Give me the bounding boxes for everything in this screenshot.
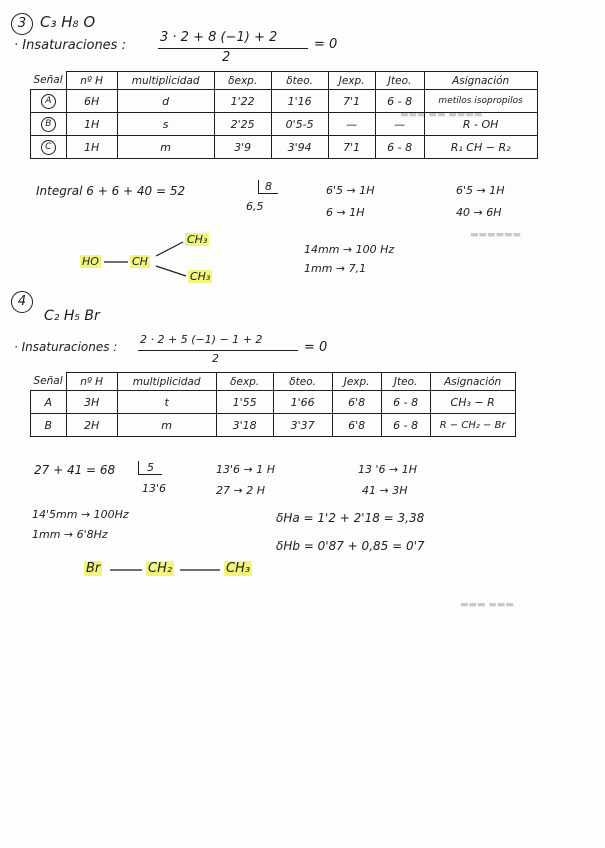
header-signal: Señal bbox=[31, 72, 67, 90]
nh-cell: 1H bbox=[66, 136, 117, 159]
nh-cell: 6H bbox=[66, 90, 117, 113]
structure-3-ch: CH bbox=[132, 255, 148, 268]
integral-quotient-4: 13'6 bbox=[142, 482, 167, 495]
header-signal: Señal bbox=[31, 373, 67, 391]
structure-4-ch3: CH₃ bbox=[226, 561, 251, 576]
dexp-cell: 1'55 bbox=[216, 391, 273, 414]
assignment-cell: R − CH₂ − Br bbox=[430, 414, 515, 437]
ratio-3-d: 40 → 6H bbox=[456, 206, 502, 219]
header-nh: nº H bbox=[66, 72, 117, 90]
dexp-cell: 2'25 bbox=[214, 113, 271, 136]
jexp-cell: 6'8 bbox=[332, 391, 381, 414]
header-jteo: Jteo. bbox=[375, 72, 424, 90]
signal-cell: A bbox=[31, 391, 67, 414]
header-jexp: Jexp. bbox=[328, 72, 375, 90]
header-dteo: δteo. bbox=[271, 72, 328, 90]
problem-3-formula: C₃ H₈ O bbox=[40, 13, 96, 31]
header-assignment: Asignación bbox=[430, 373, 515, 391]
header-assignment: Asignación bbox=[424, 72, 537, 90]
header-multiplicity: multiplicidad bbox=[117, 373, 216, 391]
dteo-cell: 3'94 bbox=[271, 136, 328, 159]
unsaturations-result-3: = 0 bbox=[314, 37, 338, 52]
dexp-cell: 3'18 bbox=[216, 414, 273, 437]
nmr-table-4 bbox=[30, 372, 516, 437]
table-row bbox=[31, 391, 516, 414]
delta-ha-calc: δHa = 1'2 + 2'18 = 3,38 bbox=[276, 511, 425, 525]
signal-cell: B bbox=[31, 414, 67, 437]
header-nh: nº H bbox=[66, 373, 117, 391]
multiplicity-cell: m bbox=[117, 414, 216, 437]
multiplicity-cell: d bbox=[117, 90, 214, 113]
ratio-4-b: 27 → 2 H bbox=[216, 484, 265, 497]
assignment-cell: CH₃ − R bbox=[430, 391, 515, 414]
structure-3-ho: HO bbox=[82, 255, 99, 268]
scale-4-a: 14'5mm → 100Hz bbox=[32, 508, 129, 521]
jexp-cell: 7'1 bbox=[328, 136, 375, 159]
dteo-cell: 3'37 bbox=[273, 414, 332, 437]
jexp-cell: 7'1 bbox=[328, 90, 375, 113]
header-multiplicity: multiplicidad bbox=[117, 72, 214, 90]
unsaturations-result-4: = 0 bbox=[304, 340, 328, 355]
ratio-3-a: 6'5 → 1H bbox=[326, 184, 375, 197]
nh-cell: 2H bbox=[66, 414, 117, 437]
integral-divisor-3: 8 bbox=[258, 180, 278, 194]
multiplicity-cell: m bbox=[117, 136, 214, 159]
jteo-cell: 6 - 8 bbox=[381, 391, 430, 414]
header-dexp: δexp. bbox=[214, 72, 271, 90]
header-jteo: Jteo. bbox=[381, 373, 430, 391]
jteo-cell: — bbox=[375, 113, 424, 136]
unsaturations-denominator-3: 2 bbox=[222, 50, 231, 65]
unsaturations-label-3: · Insaturaciones : bbox=[14, 38, 126, 53]
ratio-4-d: 41 → 3H bbox=[362, 484, 408, 497]
assignment-cell: metilos isopropilos bbox=[424, 90, 537, 113]
nh-cell: 1H bbox=[66, 113, 117, 136]
structure-3-ch3-bottom: CH₃ bbox=[190, 270, 211, 283]
integral-sum-4: 27 + 41 = 68 bbox=[34, 463, 116, 477]
signal-cell: A bbox=[31, 90, 67, 113]
table-row bbox=[31, 414, 516, 437]
unsaturations-label-4: · Insaturaciones : bbox=[14, 340, 118, 354]
problem-4-formula: C₂ H₅ Br bbox=[44, 308, 100, 324]
unsaturations-numerator-3: 3 · 2 + 8 (−1) + 2 bbox=[160, 30, 278, 45]
ratio-4-c: 13 '6 → 1H bbox=[358, 463, 417, 476]
structure-4-br: Br bbox=[86, 561, 101, 576]
dteo-cell: 0'5-5 bbox=[271, 113, 328, 136]
ratio-4-a: 13'6 → 1 H bbox=[216, 463, 275, 476]
header-dexp: δexp. bbox=[216, 373, 273, 391]
scale-4-b: 1mm → 6'8Hz bbox=[32, 528, 108, 541]
dteo-cell: 1'66 bbox=[273, 391, 332, 414]
ratio-3-b: 6 → 1H bbox=[326, 206, 365, 219]
problem-3-number: 3 bbox=[11, 13, 33, 35]
header-dteo: δteo. bbox=[273, 373, 332, 391]
jteo-cell: 6 - 8 bbox=[381, 414, 430, 437]
integral-sum-3: Integral 6 + 6 + 40 = 52 bbox=[36, 184, 186, 198]
unsaturations-denominator-4: 2 bbox=[212, 352, 219, 365]
structure-3-ch3-top: CH₃ bbox=[187, 233, 208, 246]
table-header-row bbox=[31, 373, 516, 391]
assignment-cell: R₁ CH − R₂ bbox=[424, 136, 537, 159]
scale-3-a: 14mm → 100 Hz bbox=[304, 243, 395, 256]
delta-hb-calc: δHb = 0'87 + 0,85 = 0'7 bbox=[276, 539, 425, 553]
assignment-cell: R - OH bbox=[424, 113, 537, 136]
dteo-cell: 1'16 bbox=[271, 90, 328, 113]
ratio-3-c: 6'5 → 1H bbox=[456, 184, 505, 197]
structure-4-ch2: CH₂ bbox=[148, 561, 173, 576]
unsaturations-fraction-line-4 bbox=[138, 350, 298, 351]
jexp-cell: 6'8 bbox=[332, 414, 381, 437]
signal-cell: C bbox=[31, 136, 67, 159]
jteo-cell: 6 - 8 bbox=[375, 90, 424, 113]
signal-cell: B bbox=[31, 113, 67, 136]
integral-quotient-3: 6,5 bbox=[246, 200, 264, 213]
dexp-cell: 3'9 bbox=[214, 136, 271, 159]
header-jexp: Jexp. bbox=[332, 373, 381, 391]
jexp-cell: — bbox=[328, 113, 375, 136]
jteo-cell: 6 - 8 bbox=[375, 136, 424, 159]
unsaturations-numerator-4: 2 · 2 + 5 (−1) − 1 + 2 bbox=[140, 333, 263, 346]
nh-cell: 3H bbox=[66, 391, 117, 414]
multiplicity-cell: s bbox=[117, 113, 214, 136]
problem-4-number: 4 bbox=[11, 291, 33, 313]
integral-divisor-4: 5 bbox=[138, 461, 162, 475]
scale-3-b: 1mm → 7,1 bbox=[304, 262, 367, 275]
multiplicity-cell: t bbox=[117, 391, 216, 414]
dexp-cell: 1'22 bbox=[214, 90, 271, 113]
